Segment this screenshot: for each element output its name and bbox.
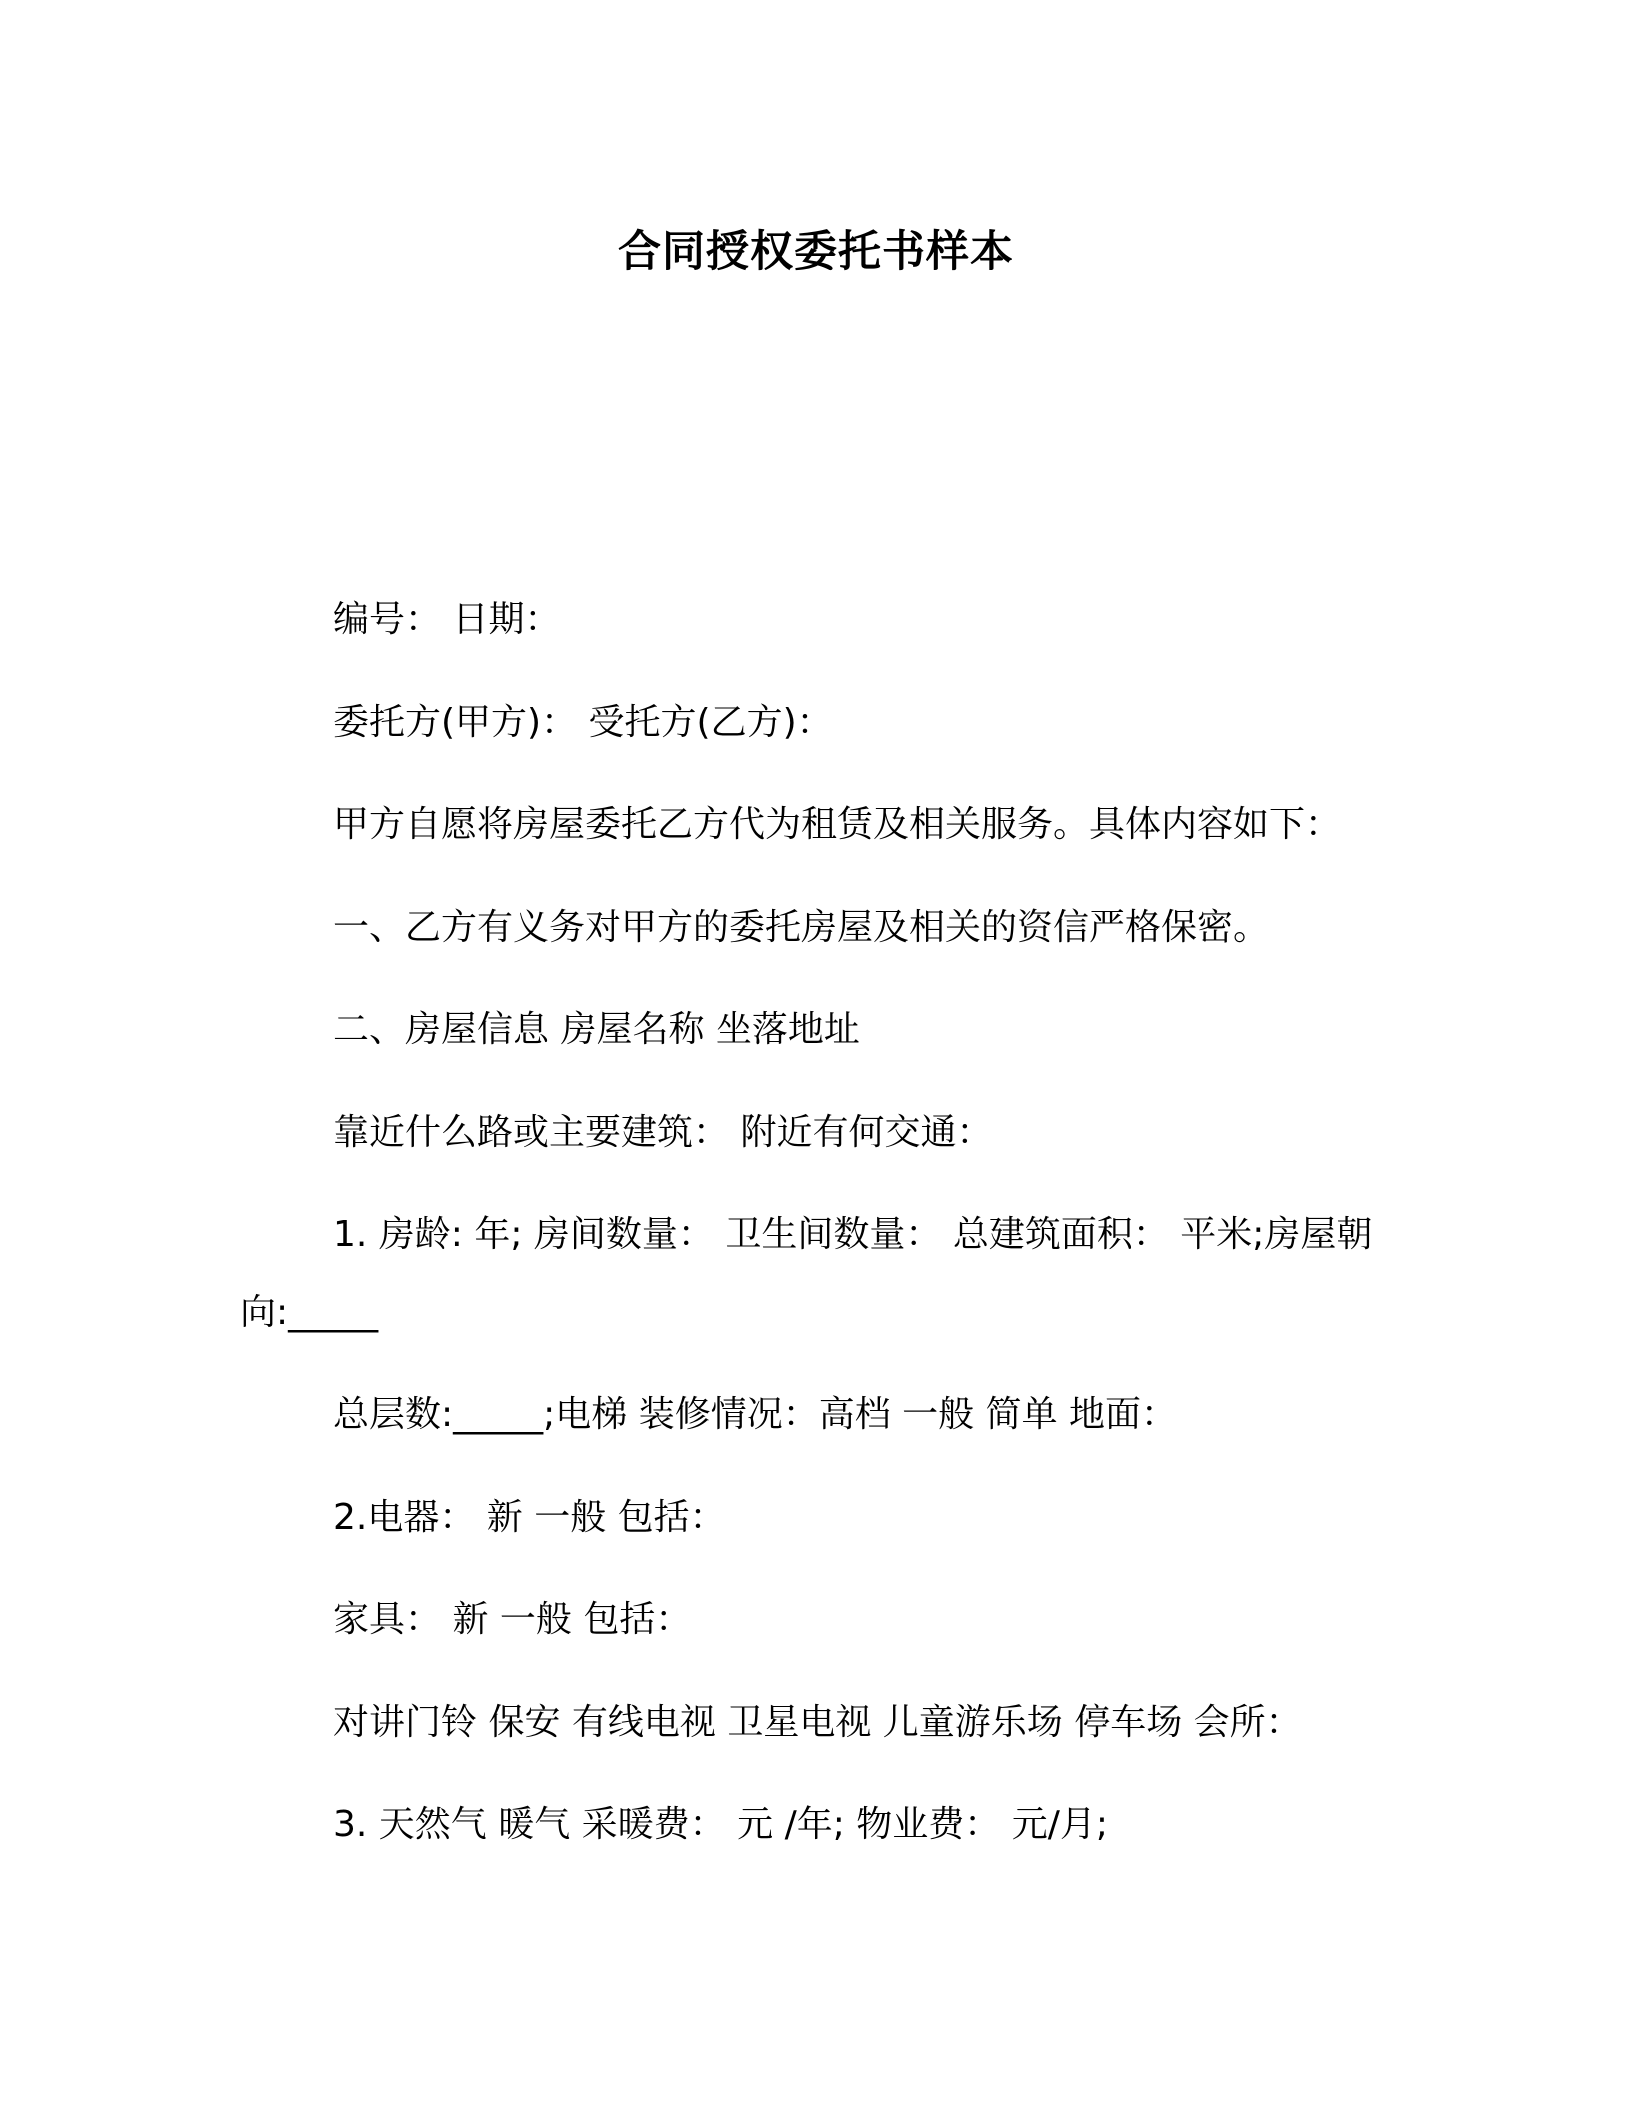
line-item-1-cont: 向:_____ xyxy=(240,1292,379,1333)
line-clause-1: 一、乙方有义务对甲方的委托房屋及相关的资信严格保密。 xyxy=(333,907,1270,948)
line-facilities: 对讲门铃 保安 有线电视 卫星电视 儿童游乐场 停车场 会所： xyxy=(333,1702,1302,1743)
line-clause-2: 二、房屋信息 房屋名称 坐落地址 xyxy=(333,1009,860,1050)
line-furniture: 家具： 新 一般 包括： xyxy=(333,1599,692,1640)
line-item-2: 2.电器： 新 一般 包括： xyxy=(333,1497,726,1538)
document-title: 合同授权委托书样本 xyxy=(618,227,1014,277)
line-floors: 总层数:_____;电梯 装修情况：高档 一般 简单 地面： xyxy=(333,1394,1178,1435)
line-parties: 委托方(甲方)： 受托方(乙方)： xyxy=(333,702,833,743)
line-item-3: 3. 天然气 暖气 采暖费： 元 /年; 物业费： 元/月; xyxy=(333,1804,1108,1845)
line-item-1: 1. 房龄: 年; 房间数量： 卫生间数量： 总建筑面积： 平米;房屋朝 xyxy=(333,1214,1373,1255)
line-serial-date: 编号： 日期： xyxy=(333,599,561,640)
line-intro: 甲方自愿将房屋委托乙方代为租赁及相关服务。具体内容如下： xyxy=(333,804,1342,845)
line-location: 靠近什么路或主要建筑： 附近有何交通： xyxy=(333,1112,993,1153)
